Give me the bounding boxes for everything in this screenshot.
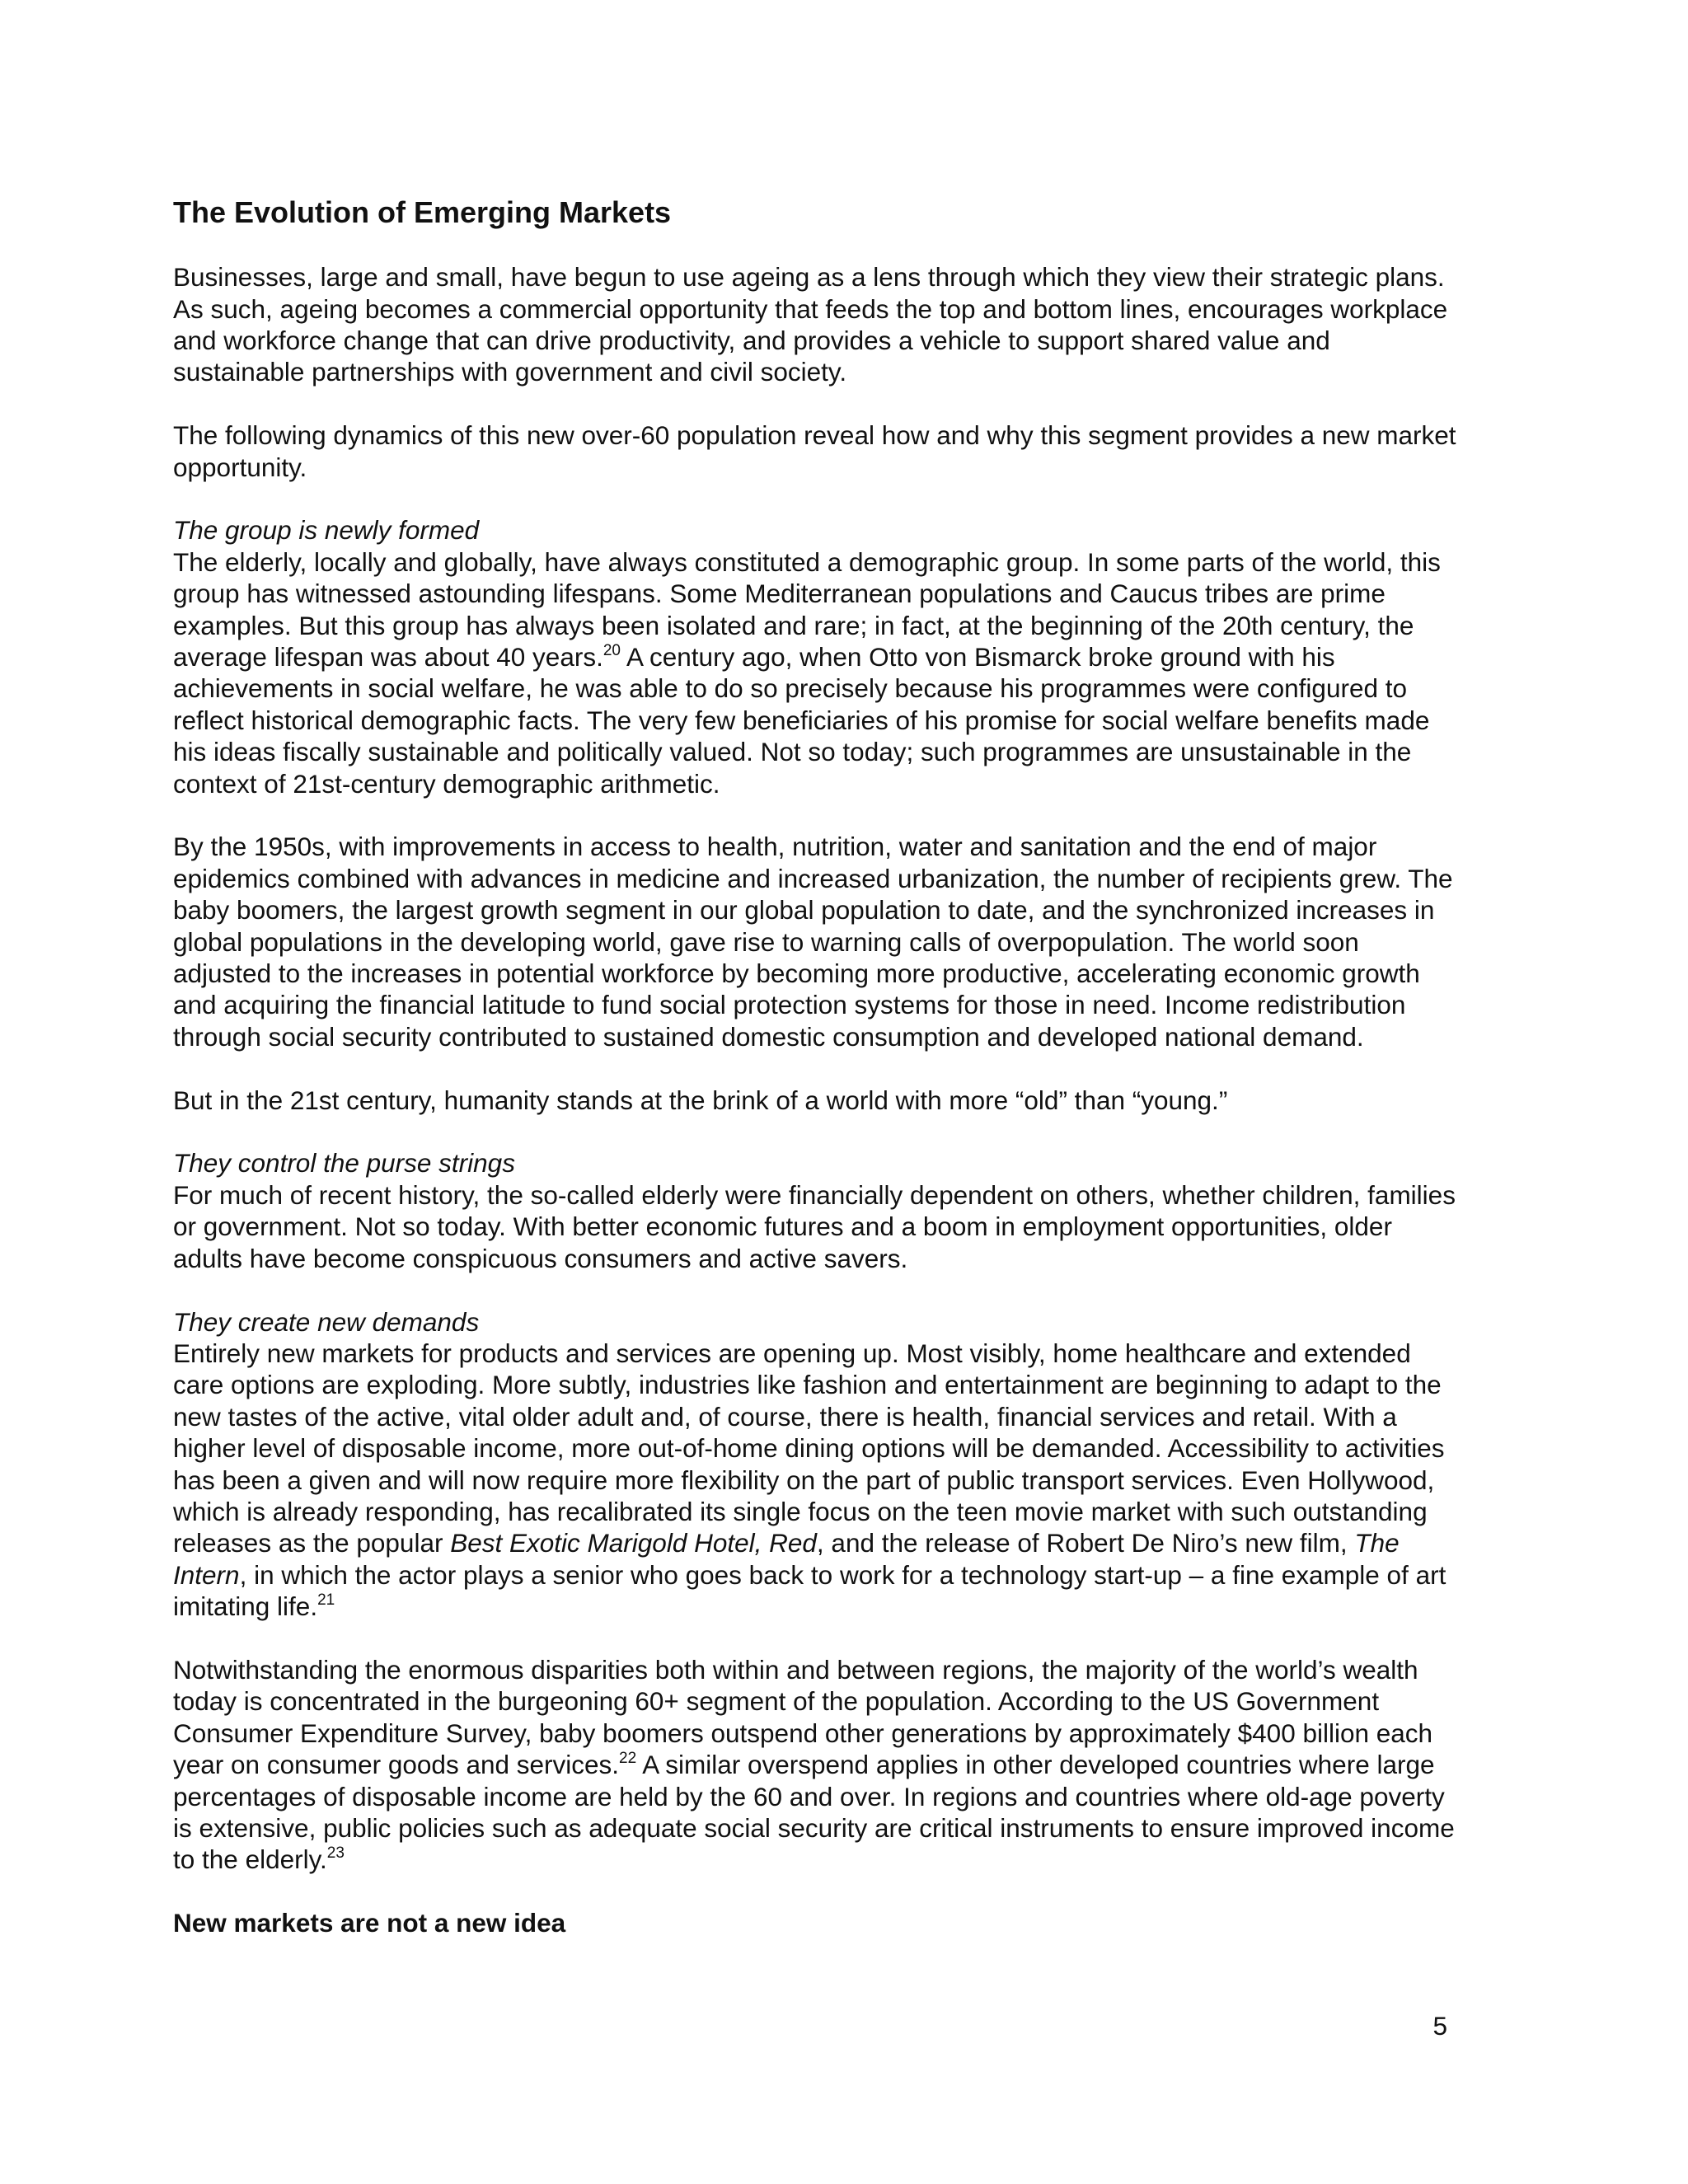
wealth-text-a: Notwithstanding the enormous disparities both within and between regions, the majority of the world’s wealth today is concentrated in the burgeoning 60+ segment of the population. According to the US Government Consumer Expenditure Survey, baby boomers outspend other generations by approximately $400 billion each year on consumer goods and services. [173, 1654, 1433, 1780]
newly-formed-text-a: The elderly, locally and globally, have always constituted a demographic group. In some parts of the world, this group has witnessed astounding lifespans. Some Mediterranean populations and Caucus tribes are prime examples. But this group has always been isolated and rare; in fact, at the beginning of the 20th century, the average lifespan was about 40 years. [173, 546, 1441, 673]
dynamics-paragraph: The following dynamics of this new over-60 population reveal how and why this segment provides a new market opportunity. [173, 420, 1456, 482]
film-title-marigold: Best Exotic Marigold Hotel, Red [450, 1528, 817, 1558]
twenty-first-century-paragraph: But in the 21st century, humanity stands at the brink of a world with more “old” than “young.” [173, 1085, 1228, 1115]
footnote-ref-21: 21 [317, 1591, 335, 1610]
section-purse-strings [173, 1147, 1459, 1274]
subheading-newly-formed: The group is newly formed [173, 515, 480, 546]
next-section-heading: New markets are not a new idea [173, 1908, 566, 1938]
newly-formed-text-b: A century ago, when Otto von Bismarck broke ground with his achievements in social welfare, he was able to do so precisely because his programmes were configured to reflect historical demographic facts. The very few beneficiaries of his promise for social welfare benefits made his ideas fiscally sustainable and politically valued. Not so today; such programmes are unsustainable in the context of 21st-century demographic arithmetic. [173, 642, 1430, 799]
subheading-purse-strings: They control the purse strings [173, 1148, 515, 1179]
page-title: The Evolution of Emerging Markets [173, 195, 672, 229]
fifties-paragraph: By the 1950s, with improvements in access to health, nutrition, water and sanitation and the end of major epidemics combined with advances in medicine and increased urbanization, the number of recipients grew. The baby boomers, the largest growth segment in our global population to date, and the synchronized increases in global populations in the developing world, gave rise to warning calls of overpopulation. The world soon adjusted to the increases in potential workforce by becoming more productive, accelerating economic growth and acquiring the financial latitude to fund social protection systems for those in need. Income redistribution through social security contributed to sustained domestic consumption and developed national demand. [173, 832, 1453, 1052]
footnote-ref-20: 20 [603, 642, 621, 660]
new-demands-text-a: Entirely new markets for products and services are opening up. Most visibly, home healthcare and extended care options are exploding. More subtly, industries like fashion and entertainment are beginning to adapt to the new tastes of the active, vital older adult and, of course, there is health, financial services and retail. With a higher level of disposable income, more out-of-home dining options will be demanded. Accessibility to activities has been a given and will now require more flexibility on the part of public transport services. Even Hollywood, which is already responding, has recalibrated its single focus on the teen movie market with such outstanding releases as the popular [173, 1338, 1445, 1558]
intro-paragraph: Businesses, large and small, have begun to use ageing as a lens through which they view their strategic plans. As such, ageing becomes a commercial opportunity that feeds the top and bottom lines, encourages workplace and workforce change that can drive productivity, and provides a vehicle to support shared value and sustainable partnerships with government and civil society. [173, 262, 1448, 387]
wealth-paragraph [173, 1654, 1459, 1876]
section-new-demands [173, 1306, 1459, 1623]
footnote-ref-22: 22 [619, 1750, 637, 1768]
section-newly-formed [173, 514, 1459, 799]
purse-strings-text: For much of recent history, the so-called elderly were financially dependent on others, whether children, families or government. Not so today. With better economic futures and a boom in employment opportunities, older adults have become conspicuous consumers and active savers. [173, 1179, 1456, 1273]
document-page [173, 194, 1459, 1939]
wealth-text-b: A similar overspend applies in other developed countries where large percentages of disposable income are held by the 60 and over. In regions and countries where old-age poverty is extensive, public policies such as adequate social security are critical instruments to ensure improved income to the elderly. [173, 1750, 1455, 1875]
new-demands-text-c: , in which the actor plays a senior who goes back to work for a technology start-up – a fine example of art imitating life. [173, 1559, 1447, 1622]
subheading-new-demands: They create new demands [173, 1306, 480, 1337]
footnote-ref-23: 23 [326, 1844, 345, 1863]
film-title-intern: The Intern [173, 1528, 1400, 1590]
page-number: 5 [1432, 2011, 1447, 2041]
new-demands-text-b: , and the release of Robert De Niro’s new film, [816, 1528, 1355, 1558]
